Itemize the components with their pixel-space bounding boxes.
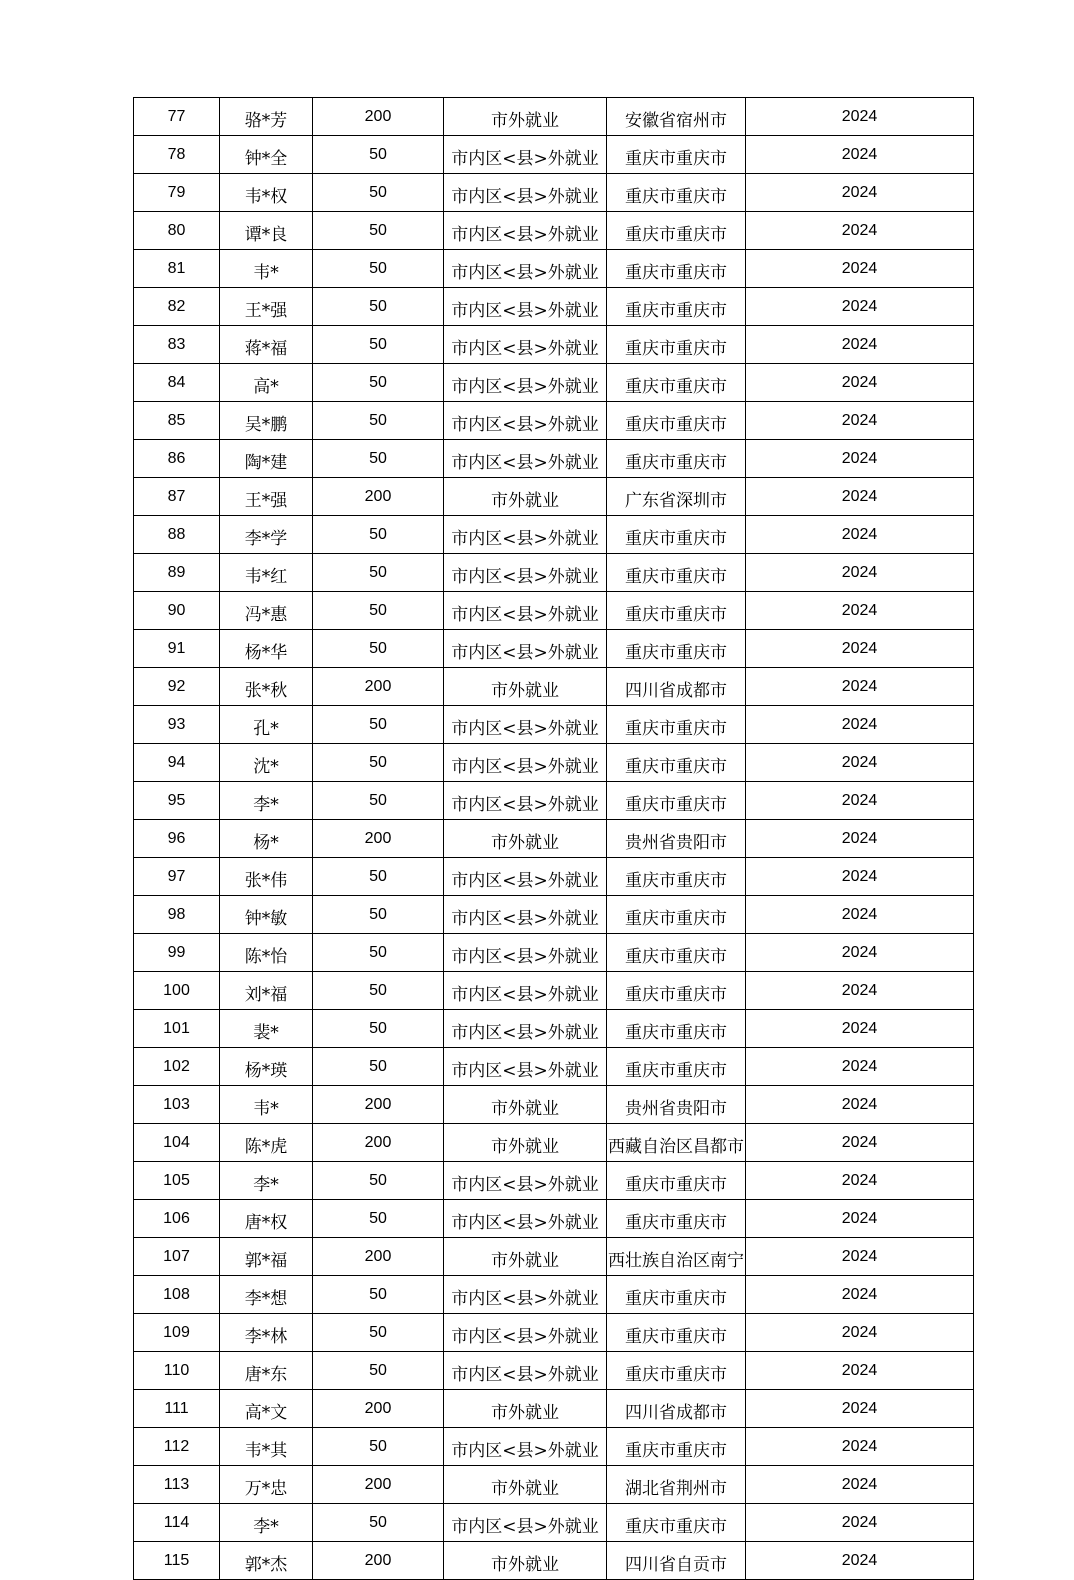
amount-cell: 50	[313, 896, 444, 934]
year-cell: 2024	[746, 1428, 974, 1466]
amount-cell: 50	[313, 1162, 444, 1200]
row-number-cell: 86	[134, 440, 220, 478]
name-cell: 刘*福	[220, 972, 313, 1010]
employment-type-cell: 市内区<县>外就业	[444, 1162, 607, 1200]
table-row	[134, 1352, 974, 1390]
row-number-cell: 101	[134, 1010, 220, 1048]
year-cell: 2024	[746, 174, 974, 212]
year-cell: 2024	[746, 1504, 974, 1542]
location-cell: 广东省深圳市	[607, 478, 746, 516]
location-cell: 重庆市重庆市	[607, 136, 746, 174]
year-cell: 2024	[746, 706, 974, 744]
row-number-cell: 109	[134, 1314, 220, 1352]
location-cell: 贵州省贵阳市	[607, 1086, 746, 1124]
row-number-cell: 84	[134, 364, 220, 402]
name-cell: 唐*权	[220, 1200, 313, 1238]
employment-type-cell: 市内区<县>外就业	[444, 288, 607, 326]
table-row	[134, 1466, 974, 1504]
table-row	[134, 782, 974, 820]
year-cell: 2024	[746, 1086, 974, 1124]
year-cell: 2024	[746, 478, 974, 516]
table-row	[134, 212, 974, 250]
location-cell: 重庆市重庆市	[607, 896, 746, 934]
name-cell: 高*	[220, 364, 313, 402]
employment-type-cell: 市内区<县>外就业	[444, 630, 607, 668]
row-number-cell: 97	[134, 858, 220, 896]
year-cell: 2024	[746, 820, 974, 858]
name-cell: 冯*惠	[220, 592, 313, 630]
amount-cell: 200	[313, 668, 444, 706]
amount-cell: 200	[313, 820, 444, 858]
row-number-cell: 77	[134, 98, 220, 136]
location-cell: 重庆市重庆市	[607, 744, 746, 782]
employment-type-cell: 市内区<县>外就业	[444, 896, 607, 934]
amount-cell: 200	[313, 1542, 444, 1580]
row-number-cell: 82	[134, 288, 220, 326]
table-row	[134, 364, 974, 402]
name-cell: 杨*华	[220, 630, 313, 668]
employment-type-cell: 市外就业	[444, 1086, 607, 1124]
table-row	[134, 706, 974, 744]
table-row	[134, 1238, 974, 1276]
table-row	[134, 402, 974, 440]
employment-type-cell: 市内区<县>外就业	[444, 212, 607, 250]
row-number-cell: 100	[134, 972, 220, 1010]
table-row	[134, 858, 974, 896]
employment-type-cell: 市内区<县>外就业	[444, 174, 607, 212]
employment-type-cell: 市外就业	[444, 98, 607, 136]
employment-type-cell: 市内区<县>外就业	[444, 1276, 607, 1314]
amount-cell: 50	[313, 1276, 444, 1314]
name-cell: 李*	[220, 782, 313, 820]
table-row	[134, 1200, 974, 1238]
employment-subsidy-table	[133, 97, 974, 1580]
location-cell: 重庆市重庆市	[607, 972, 746, 1010]
table-row	[134, 1086, 974, 1124]
employment-type-cell: 市内区<县>外就业	[444, 934, 607, 972]
row-number-cell: 115	[134, 1542, 220, 1580]
amount-cell: 50	[313, 554, 444, 592]
year-cell: 2024	[746, 858, 974, 896]
name-cell: 陈*虎	[220, 1124, 313, 1162]
table-row	[134, 1542, 974, 1580]
amount-cell: 200	[313, 478, 444, 516]
amount-cell: 50	[313, 250, 444, 288]
name-cell: 钟*敏	[220, 896, 313, 934]
amount-cell: 200	[313, 98, 444, 136]
location-cell: 西壮族自治区南宁	[607, 1238, 746, 1276]
year-cell: 2024	[746, 554, 974, 592]
row-number-cell: 94	[134, 744, 220, 782]
year-cell: 2024	[746, 212, 974, 250]
row-number-cell: 106	[134, 1200, 220, 1238]
name-cell: 韦*权	[220, 174, 313, 212]
row-number-cell: 96	[134, 820, 220, 858]
amount-cell: 50	[313, 744, 444, 782]
location-cell: 重庆市重庆市	[607, 630, 746, 668]
amount-cell: 50	[313, 212, 444, 250]
table-row	[134, 592, 974, 630]
table-row	[134, 1048, 974, 1086]
employment-type-cell: 市内区<县>外就业	[444, 744, 607, 782]
name-cell: 王*强	[220, 288, 313, 326]
location-cell: 重庆市重庆市	[607, 1276, 746, 1314]
row-number-cell: 110	[134, 1352, 220, 1390]
table-row	[134, 1428, 974, 1466]
location-cell: 重庆市重庆市	[607, 250, 746, 288]
row-number-cell: 95	[134, 782, 220, 820]
location-cell: 重庆市重庆市	[607, 364, 746, 402]
name-cell: 韦*红	[220, 554, 313, 592]
table-row	[134, 516, 974, 554]
location-cell: 重庆市重庆市	[607, 1352, 746, 1390]
row-number-cell: 89	[134, 554, 220, 592]
row-number-cell: 81	[134, 250, 220, 288]
name-cell: 郭*福	[220, 1238, 313, 1276]
location-cell: 西藏自治区昌都市	[607, 1124, 746, 1162]
table-row	[134, 972, 974, 1010]
year-cell: 2024	[746, 1162, 974, 1200]
row-number-cell: 103	[134, 1086, 220, 1124]
location-cell: 重庆市重庆市	[607, 934, 746, 972]
table-row	[134, 820, 974, 858]
location-cell: 贵州省贵阳市	[607, 820, 746, 858]
employment-type-cell: 市内区<县>外就业	[444, 1504, 607, 1542]
table-row	[134, 1314, 974, 1352]
location-cell: 重庆市重庆市	[607, 1504, 746, 1542]
location-cell: 湖北省荆州市	[607, 1466, 746, 1504]
location-cell: 重庆市重庆市	[607, 212, 746, 250]
year-cell: 2024	[746, 1352, 974, 1390]
employment-type-cell: 市内区<县>外就业	[444, 326, 607, 364]
row-number-cell: 108	[134, 1276, 220, 1314]
name-cell: 谭*良	[220, 212, 313, 250]
year-cell: 2024	[746, 1466, 974, 1504]
amount-cell: 50	[313, 1314, 444, 1352]
table-row	[134, 744, 974, 782]
table-row	[134, 1124, 974, 1162]
row-number-cell: 78	[134, 136, 220, 174]
row-number-cell: 80	[134, 212, 220, 250]
amount-cell: 50	[313, 364, 444, 402]
year-cell: 2024	[746, 326, 974, 364]
employment-type-cell: 市内区<县>外就业	[444, 1428, 607, 1466]
amount-cell: 50	[313, 288, 444, 326]
employment-type-cell: 市内区<县>外就业	[444, 1314, 607, 1352]
table-row	[134, 136, 974, 174]
location-cell: 重庆市重庆市	[607, 440, 746, 478]
year-cell: 2024	[746, 782, 974, 820]
table-row	[134, 630, 974, 668]
row-number-cell: 85	[134, 402, 220, 440]
employment-type-cell: 市内区<县>外就业	[444, 440, 607, 478]
name-cell: 韦*其	[220, 1428, 313, 1466]
name-cell: 郭*杰	[220, 1542, 313, 1580]
amount-cell: 50	[313, 592, 444, 630]
amount-cell: 50	[313, 1352, 444, 1390]
name-cell: 陈*怡	[220, 934, 313, 972]
location-cell: 重庆市重庆市	[607, 402, 746, 440]
year-cell: 2024	[746, 364, 974, 402]
employment-type-cell: 市内区<县>外就业	[444, 554, 607, 592]
amount-cell: 50	[313, 1428, 444, 1466]
location-cell: 重庆市重庆市	[607, 516, 746, 554]
amount-cell: 50	[313, 1200, 444, 1238]
location-cell: 重庆市重庆市	[607, 554, 746, 592]
name-cell: 李*	[220, 1504, 313, 1542]
name-cell: 裴*	[220, 1010, 313, 1048]
amount-cell: 50	[313, 440, 444, 478]
amount-cell: 50	[313, 934, 444, 972]
name-cell: 李*想	[220, 1276, 313, 1314]
row-number-cell: 87	[134, 478, 220, 516]
name-cell: 王*强	[220, 478, 313, 516]
row-number-cell: 111	[134, 1390, 220, 1428]
employment-type-cell: 市内区<县>外就业	[444, 782, 607, 820]
year-cell: 2024	[746, 250, 974, 288]
year-cell: 2024	[746, 1124, 974, 1162]
employment-type-cell: 市内区<县>外就业	[444, 858, 607, 896]
table-row	[134, 326, 974, 364]
name-cell: 韦*	[220, 1086, 313, 1124]
name-cell: 蒋*福	[220, 326, 313, 364]
table-row	[134, 1504, 974, 1542]
location-cell: 重庆市重庆市	[607, 326, 746, 364]
table-row	[134, 1010, 974, 1048]
amount-cell: 200	[313, 1390, 444, 1428]
amount-cell: 200	[313, 1086, 444, 1124]
name-cell: 李*林	[220, 1314, 313, 1352]
year-cell: 2024	[746, 440, 974, 478]
amount-cell: 50	[313, 858, 444, 896]
row-number-cell: 99	[134, 934, 220, 972]
location-cell: 重庆市重庆市	[607, 1314, 746, 1352]
row-number-cell: 93	[134, 706, 220, 744]
location-cell: 重庆市重庆市	[607, 1010, 746, 1048]
employment-type-cell: 市内区<县>外就业	[444, 1048, 607, 1086]
year-cell: 2024	[746, 668, 974, 706]
year-cell: 2024	[746, 288, 974, 326]
amount-cell: 50	[313, 1048, 444, 1086]
name-cell: 万*忠	[220, 1466, 313, 1504]
amount-cell: 200	[313, 1238, 444, 1276]
year-cell: 2024	[746, 98, 974, 136]
employment-type-cell: 市内区<县>外就业	[444, 402, 607, 440]
employment-type-cell: 市内区<县>外就业	[444, 136, 607, 174]
employment-type-cell: 市内区<县>外就业	[444, 1352, 607, 1390]
row-number-cell: 90	[134, 592, 220, 630]
employment-type-cell: 市内区<县>外就业	[444, 516, 607, 554]
table-row	[134, 440, 974, 478]
employment-type-cell: 市内区<县>外就业	[444, 706, 607, 744]
location-cell: 重庆市重庆市	[607, 1428, 746, 1466]
employment-type-cell: 市外就业	[444, 1238, 607, 1276]
location-cell: 重庆市重庆市	[607, 288, 746, 326]
name-cell: 杨*	[220, 820, 313, 858]
amount-cell: 50	[313, 326, 444, 364]
amount-cell: 200	[313, 1466, 444, 1504]
name-cell: 陶*建	[220, 440, 313, 478]
row-number-cell: 83	[134, 326, 220, 364]
row-number-cell: 102	[134, 1048, 220, 1086]
amount-cell: 50	[313, 136, 444, 174]
amount-cell: 50	[313, 782, 444, 820]
row-number-cell: 113	[134, 1466, 220, 1504]
year-cell: 2024	[746, 516, 974, 554]
employment-type-cell: 市内区<县>外就业	[444, 1200, 607, 1238]
year-cell: 2024	[746, 744, 974, 782]
table-row	[134, 288, 974, 326]
row-number-cell: 79	[134, 174, 220, 212]
employment-type-cell: 市外就业	[444, 1466, 607, 1504]
row-number-cell: 114	[134, 1504, 220, 1542]
employment-type-cell: 市内区<县>外就业	[444, 364, 607, 402]
amount-cell: 50	[313, 402, 444, 440]
name-cell: 钟*全	[220, 136, 313, 174]
amount-cell: 200	[313, 1124, 444, 1162]
table-row	[134, 174, 974, 212]
table-row	[134, 1276, 974, 1314]
location-cell: 重庆市重庆市	[607, 592, 746, 630]
employment-type-cell: 市内区<县>外就业	[444, 250, 607, 288]
amount-cell: 50	[313, 516, 444, 554]
year-cell: 2024	[746, 1276, 974, 1314]
table-row	[134, 934, 974, 972]
employment-type-cell: 市外就业	[444, 1390, 607, 1428]
year-cell: 2024	[746, 1238, 974, 1276]
table-row	[134, 1162, 974, 1200]
table-row	[134, 478, 974, 516]
employment-type-cell: 市外就业	[444, 668, 607, 706]
location-cell: 重庆市重庆市	[607, 1200, 746, 1238]
table-row	[134, 554, 974, 592]
year-cell: 2024	[746, 896, 974, 934]
location-cell: 四川省成都市	[607, 668, 746, 706]
row-number-cell: 92	[134, 668, 220, 706]
year-cell: 2024	[746, 1390, 974, 1428]
name-cell: 吴*鹏	[220, 402, 313, 440]
name-cell: 沈*	[220, 744, 313, 782]
employment-type-cell: 市内区<县>外就业	[444, 972, 607, 1010]
name-cell: 张*伟	[220, 858, 313, 896]
name-cell: 骆*芳	[220, 98, 313, 136]
name-cell: 高*文	[220, 1390, 313, 1428]
employment-type-cell: 市外就业	[444, 1542, 607, 1580]
year-cell: 2024	[746, 1200, 974, 1238]
table-row	[134, 98, 974, 136]
name-cell: 张*秋	[220, 668, 313, 706]
location-cell: 重庆市重庆市	[607, 706, 746, 744]
row-number-cell: 88	[134, 516, 220, 554]
employment-type-cell: 市外就业	[444, 1124, 607, 1162]
amount-cell: 50	[313, 972, 444, 1010]
year-cell: 2024	[746, 136, 974, 174]
row-number-cell: 112	[134, 1428, 220, 1466]
location-cell: 四川省成都市	[607, 1390, 746, 1428]
employment-type-cell: 市外就业	[444, 820, 607, 858]
table-row	[134, 250, 974, 288]
name-cell: 李*	[220, 1162, 313, 1200]
employment-type-cell: 市内区<县>外就业	[444, 1010, 607, 1048]
year-cell: 2024	[746, 1010, 974, 1048]
name-cell: 杨*瑛	[220, 1048, 313, 1086]
employment-type-cell: 市外就业	[444, 478, 607, 516]
employment-type-cell: 市内区<县>外就业	[444, 592, 607, 630]
year-cell: 2024	[746, 1542, 974, 1580]
year-cell: 2024	[746, 592, 974, 630]
name-cell: 李*学	[220, 516, 313, 554]
year-cell: 2024	[746, 402, 974, 440]
name-cell: 韦*	[220, 250, 313, 288]
table-row	[134, 668, 974, 706]
row-number-cell: 105	[134, 1162, 220, 1200]
year-cell: 2024	[746, 972, 974, 1010]
amount-cell: 50	[313, 630, 444, 668]
amount-cell: 50	[313, 1010, 444, 1048]
year-cell: 2024	[746, 1314, 974, 1352]
location-cell: 重庆市重庆市	[607, 174, 746, 212]
row-number-cell: 98	[134, 896, 220, 934]
year-cell: 2024	[746, 1048, 974, 1086]
name-cell: 唐*东	[220, 1352, 313, 1390]
table-body	[134, 98, 974, 1580]
row-number-cell: 107	[134, 1238, 220, 1276]
name-cell: 孔*	[220, 706, 313, 744]
year-cell: 2024	[746, 630, 974, 668]
row-number-cell: 104	[134, 1124, 220, 1162]
amount-cell: 50	[313, 1504, 444, 1542]
amount-cell: 50	[313, 174, 444, 212]
location-cell: 重庆市重庆市	[607, 1048, 746, 1086]
location-cell: 重庆市重庆市	[607, 858, 746, 896]
table-row	[134, 896, 974, 934]
row-number-cell: 91	[134, 630, 220, 668]
location-cell: 重庆市重庆市	[607, 782, 746, 820]
year-cell: 2024	[746, 934, 974, 972]
location-cell: 四川省自贡市	[607, 1542, 746, 1580]
amount-cell: 50	[313, 706, 444, 744]
location-cell: 重庆市重庆市	[607, 1162, 746, 1200]
location-cell: 安徽省宿州市	[607, 98, 746, 136]
table-row	[134, 1390, 974, 1428]
